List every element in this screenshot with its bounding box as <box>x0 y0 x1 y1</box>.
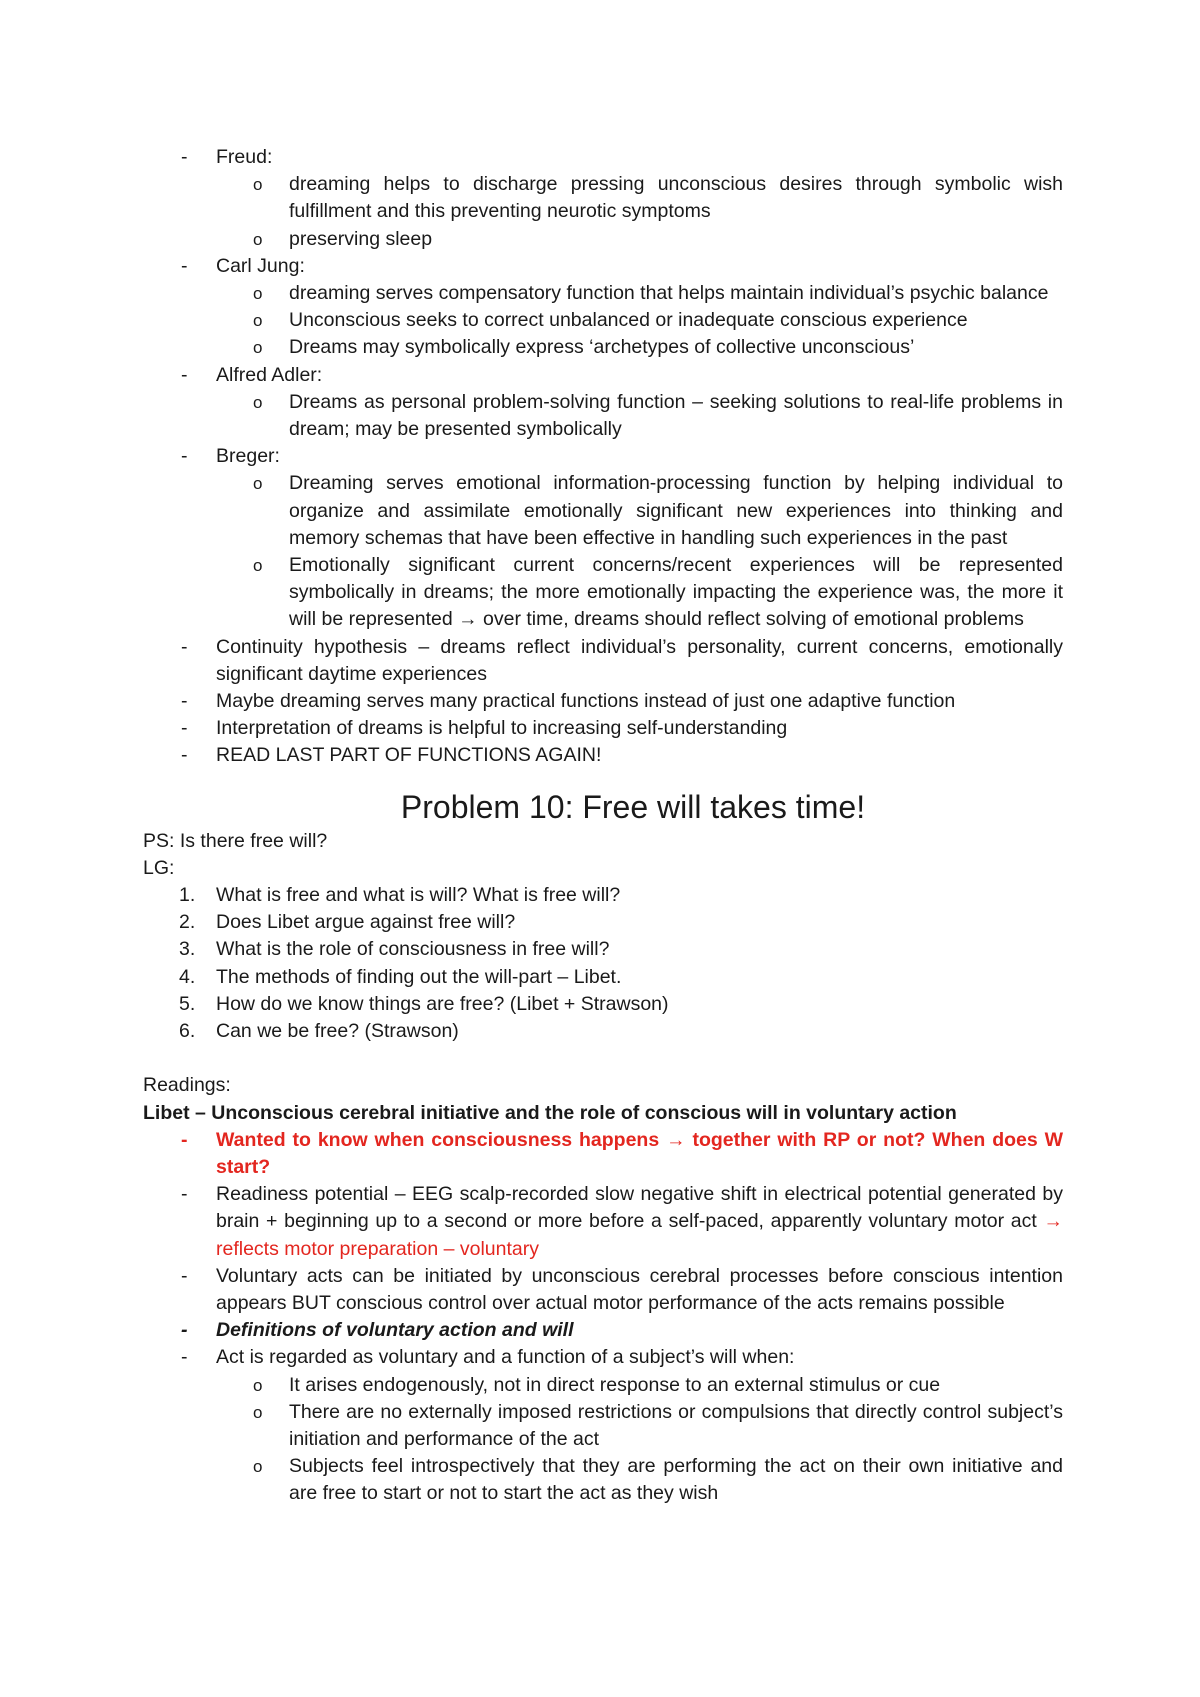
sub-bullet: o It arises endogenously, not in direct response to an external stimulus or cue <box>253 1373 941 1396</box>
goal-item: 1. What is free and what is will? What is free will? <box>179 884 621 907</box>
bullet-definitions: - Definitions of voluntary action and will <box>181 1319 574 1342</box>
sub-bullet: o Dreams may symbolically express ‘archetypes of collective unconscious’ <box>253 336 915 359</box>
bullet-read-again: - READ LAST PART OF FUNCTIONS AGAIN! <box>181 744 602 767</box>
goal-item: 5. How do we know things are free? (Libet + Strawson) <box>179 992 669 1015</box>
sub-bullet: o Subjects feel introspectively that they are performing the act on their own initiative and are free to start or not to start the act as they wish <box>253 1455 1063 1505</box>
learning-goals-label: LG: <box>143 856 175 879</box>
spacer <box>143 1045 1063 1072</box>
bullet-interpretation: - Interpretation of dreams is helpful to increasing self-understanding <box>181 717 788 740</box>
bullet-adler: - Alfred Adler: <box>181 363 323 386</box>
bullet-readiness-potential: - Readiness potential – EEG scalp-recorded slow negative shift in electrical potential generated by brain + beginning up to a second or more before a self-paced, apparently voluntary motor act → reflects motor preparation – voluntary <box>181 1183 1063 1260</box>
arrow-icon: → <box>458 608 478 631</box>
sub-bullet: o dreaming helps to discharge pressing unconscious desires through symbolic wish fulfillment and this preventing neurotic symptoms <box>253 173 1063 223</box>
bullet-voluntary-acts: - Voluntary acts can be initiated by unconscious cerebral processes before conscious intention appears BUT conscious control over actual motor performance of the acts remains possible <box>181 1264 1063 1314</box>
page-content <box>143 144 1063 1508</box>
readings-label: Readings: <box>143 1074 231 1097</box>
bullet-freud: - Freud: <box>181 146 273 168</box>
goal-item: 4. The methods of finding out the will-part – Libet. <box>179 965 622 988</box>
bullet-continuity: - Continuity hypothesis – dreams reflect individual’s personality, current concerns, emotionally significant daytime experiences <box>181 635 1063 685</box>
bullet-jung: - Carl Jung: <box>181 254 305 277</box>
problem-title: Problem 10: Free will takes time! <box>400 788 866 825</box>
libet-heading: Libet – Unconscious cerebral initiative and the role of conscious will in voluntary action <box>143 1101 957 1124</box>
goal-item: 3. What is the role of consciousness in free will? <box>179 938 610 961</box>
sub-bullet: o There are no externally imposed restrictions or compulsions that directly control subject’s initiation and performance of the act <box>253 1400 1063 1450</box>
bullet-libet-question: - Wanted to know when consciousness happens → together with RP or not? When does W start? <box>181 1128 1063 1178</box>
sub-bullet: o dreaming serves compensatory function that helps maintain individual’s psychic balance <box>253 282 1049 305</box>
bullet-practical: - Maybe dreaming serves many practical functions instead of just one adaptive function <box>181 690 956 713</box>
arrow-icon: → <box>666 1128 686 1151</box>
arrow-icon: → <box>1043 1210 1063 1233</box>
sub-bullet: o Unconscious seeks to correct unbalanced or inadequate conscious experience <box>253 309 968 332</box>
problem-statement: PS: Is there free will? <box>143 829 328 852</box>
goal-item: 2. Does Libet argue against free will? <box>179 911 516 934</box>
sub-bullet: o preserving sleep <box>253 227 433 250</box>
goal-item: 6. Can we be free? (Strawson) <box>179 1020 459 1043</box>
bullet-act-regarded: - Act is regarded as voluntary and a function of a subject’s will when: <box>181 1346 795 1369</box>
sub-bullet: o Dreams as personal problem-solving function – seeking solutions to real-life problems in dream; may be presented symbolically <box>253 390 1063 441</box>
sub-bullet: o Emotionally significant current concerns/recent experiences will be represented symbolically in dreams; the more emotionally impacting the experience was, the more it will be represented → over time, dreams should reflect solving of emotional problems <box>253 554 1063 631</box>
sub-bullet: o Dreaming serves emotional information-processing function by helping individual to organize and assimilate emotionally significant new experiences into thinking and memory schemas that have been effective in handling such experiences in the past <box>253 472 1063 549</box>
bullet-breger: - Breger: <box>181 445 280 468</box>
